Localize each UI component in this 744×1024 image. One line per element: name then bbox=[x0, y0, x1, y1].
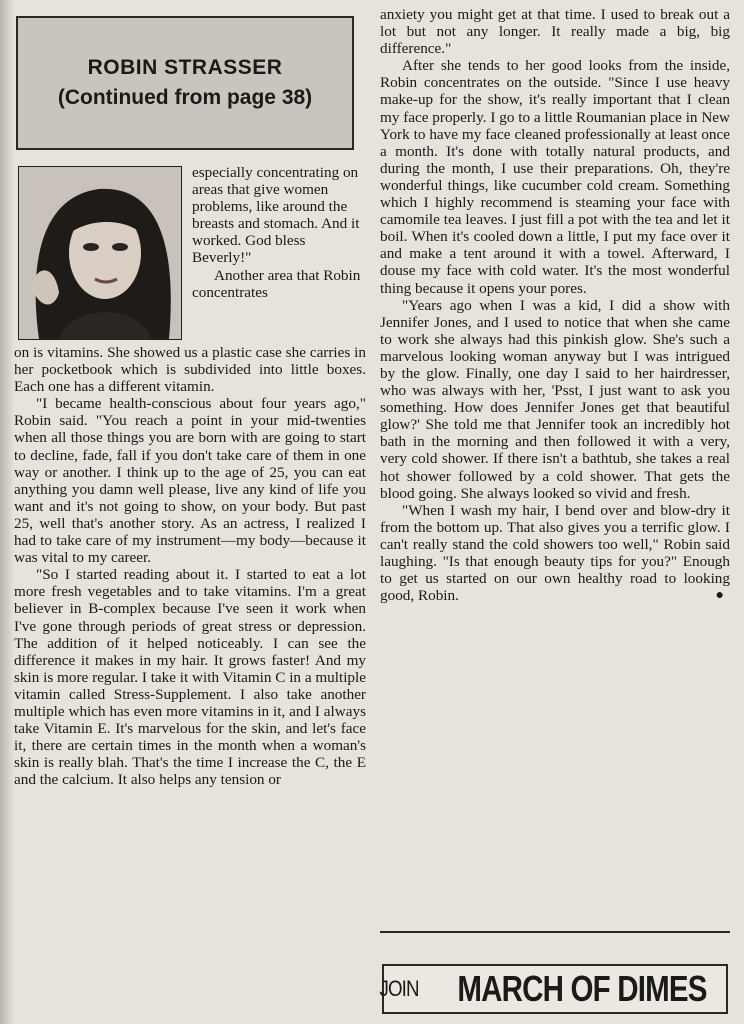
final-paragraph-text: "When I wash my hair, I bend over and blow-dry it from the bottom up. That also gives you a terrific glow. I can't really stand the cold showers too well," Robin said laughing. "Is that enough beauty tips for you?" Enough to get us started on our own healthy road to looking good, Robin. bbox=[380, 501, 730, 605]
left-paragraph: on is vitamins. She showed us a plastic case she carries in her pocketbook which is subdivided into little boxes. Each one has a different vitamin. bbox=[14, 344, 366, 396]
right-paragraph: anxiety you might get at that time. I used to break out a lot but not any longer. It really made a big, big difference." bbox=[380, 6, 730, 58]
left-column bbox=[14, 0, 366, 1024]
left-paragraph: "I became health-conscious about four years ago," Robin said. "You reach a point in your mid-twenties when all those things you are born with are going to start to decline, fade, fall if you don't take care of them in one way or another. I think up to the age of 25, you can eat anything you damn well please, live any kind of life you want and it's not going to show, on your body. But past 25, well that's another story. As an actress, I realized I had to take care of my instrument—my body—because it was vital to my career. bbox=[14, 395, 366, 567]
ad-main-text: MARCH OF DIMES bbox=[457, 968, 707, 1009]
wrap-paragraph-2: Another area that Robin concentrates bbox=[192, 266, 361, 301]
right-body-text bbox=[380, 6, 730, 604]
right-paragraph: "Years ago when I was a kid, I did a show with Jennifer Jones, and I used to notice that when she came to work she always had this pinkish glow. She's such a marvelous looking woman anyway but I was intrigued by the glow. Finally, one day I said to her hairdresser, who was always with her, 'Psst, I just want to ask you something. How does Jennifer Jones get that beautiful glow?' She told me that Jennifer took an incredibly hot bath in the morning and then followed it with a very, very cold shower. If there isn't a bathtub, she takes a real hot shower followed by a cold shower. That gets the blood going. She always looked so vivid and fresh. bbox=[380, 296, 730, 502]
article-header-box bbox=[16, 16, 354, 150]
portrait-illustration bbox=[19, 167, 181, 339]
left-body-text bbox=[14, 344, 366, 788]
right-column bbox=[380, 0, 730, 1024]
wrap-paragraph: especially concentrating on areas that give women problems, like around the breasts and stomach. And it worked. God bless Beverly!" bbox=[192, 164, 360, 267]
photo-wrap-text bbox=[192, 164, 364, 301]
continued-note: (Continued from page 38) bbox=[57, 86, 313, 109]
march-of-dimes-ad bbox=[379, 964, 728, 1014]
right-paragraph: After she tends to her good looks from the inside, Robin concentrates on the outside. "Since I use heavy make-up for the show, it's really important that I clean my face properly. I go to a little Roumanian place in New York to have my face cleaned professionally at least once a month. It's done with totally natural products, and during the month, I use their preparations. Oh, they're wonderful things, like cucumber cold cream. Something which I highly recommend is steaming your face with camomile tea leaves. I just fill a pot with the tea and let it boil. When it's cooled down a little, I put my face over it and make a tent around it with a towel. Afterward, I douse my face with cold water. It's the most wonderful thing because it opens your pores. bbox=[380, 57, 730, 297]
end-of-article-mark: ● bbox=[715, 588, 724, 604]
left-paragraph: "So I started reading about it. I started to eat a lot more fresh vegetables and to take vitamins. I'm a great believer in B-complex because I've seen it work when I've gone through periods of great stress or depression. The addition of it helped noticeably. I can see the difference it makes in my hair. It grows faster! And my skin is more regular. I take it with Vitamin C in a multiple vitamin called Stress-Supplement. I also take another multiple which has even more vitamins in it, and I always take Vitamin E. It's marvelous for the skin, and let's face it, there are certain times in the month when a woman's skin is really blah. That's the time I increase the C, the E and the calcium. It also helps any tension or bbox=[14, 566, 366, 789]
section-divider bbox=[380, 931, 730, 933]
page-binding-shadow bbox=[0, 0, 14, 1024]
portrait-photo bbox=[18, 166, 182, 340]
article-title: ROBIN STRASSER bbox=[87, 56, 283, 79]
ad-join-text: JOIN bbox=[379, 976, 419, 1001]
right-paragraph-final bbox=[380, 502, 730, 605]
